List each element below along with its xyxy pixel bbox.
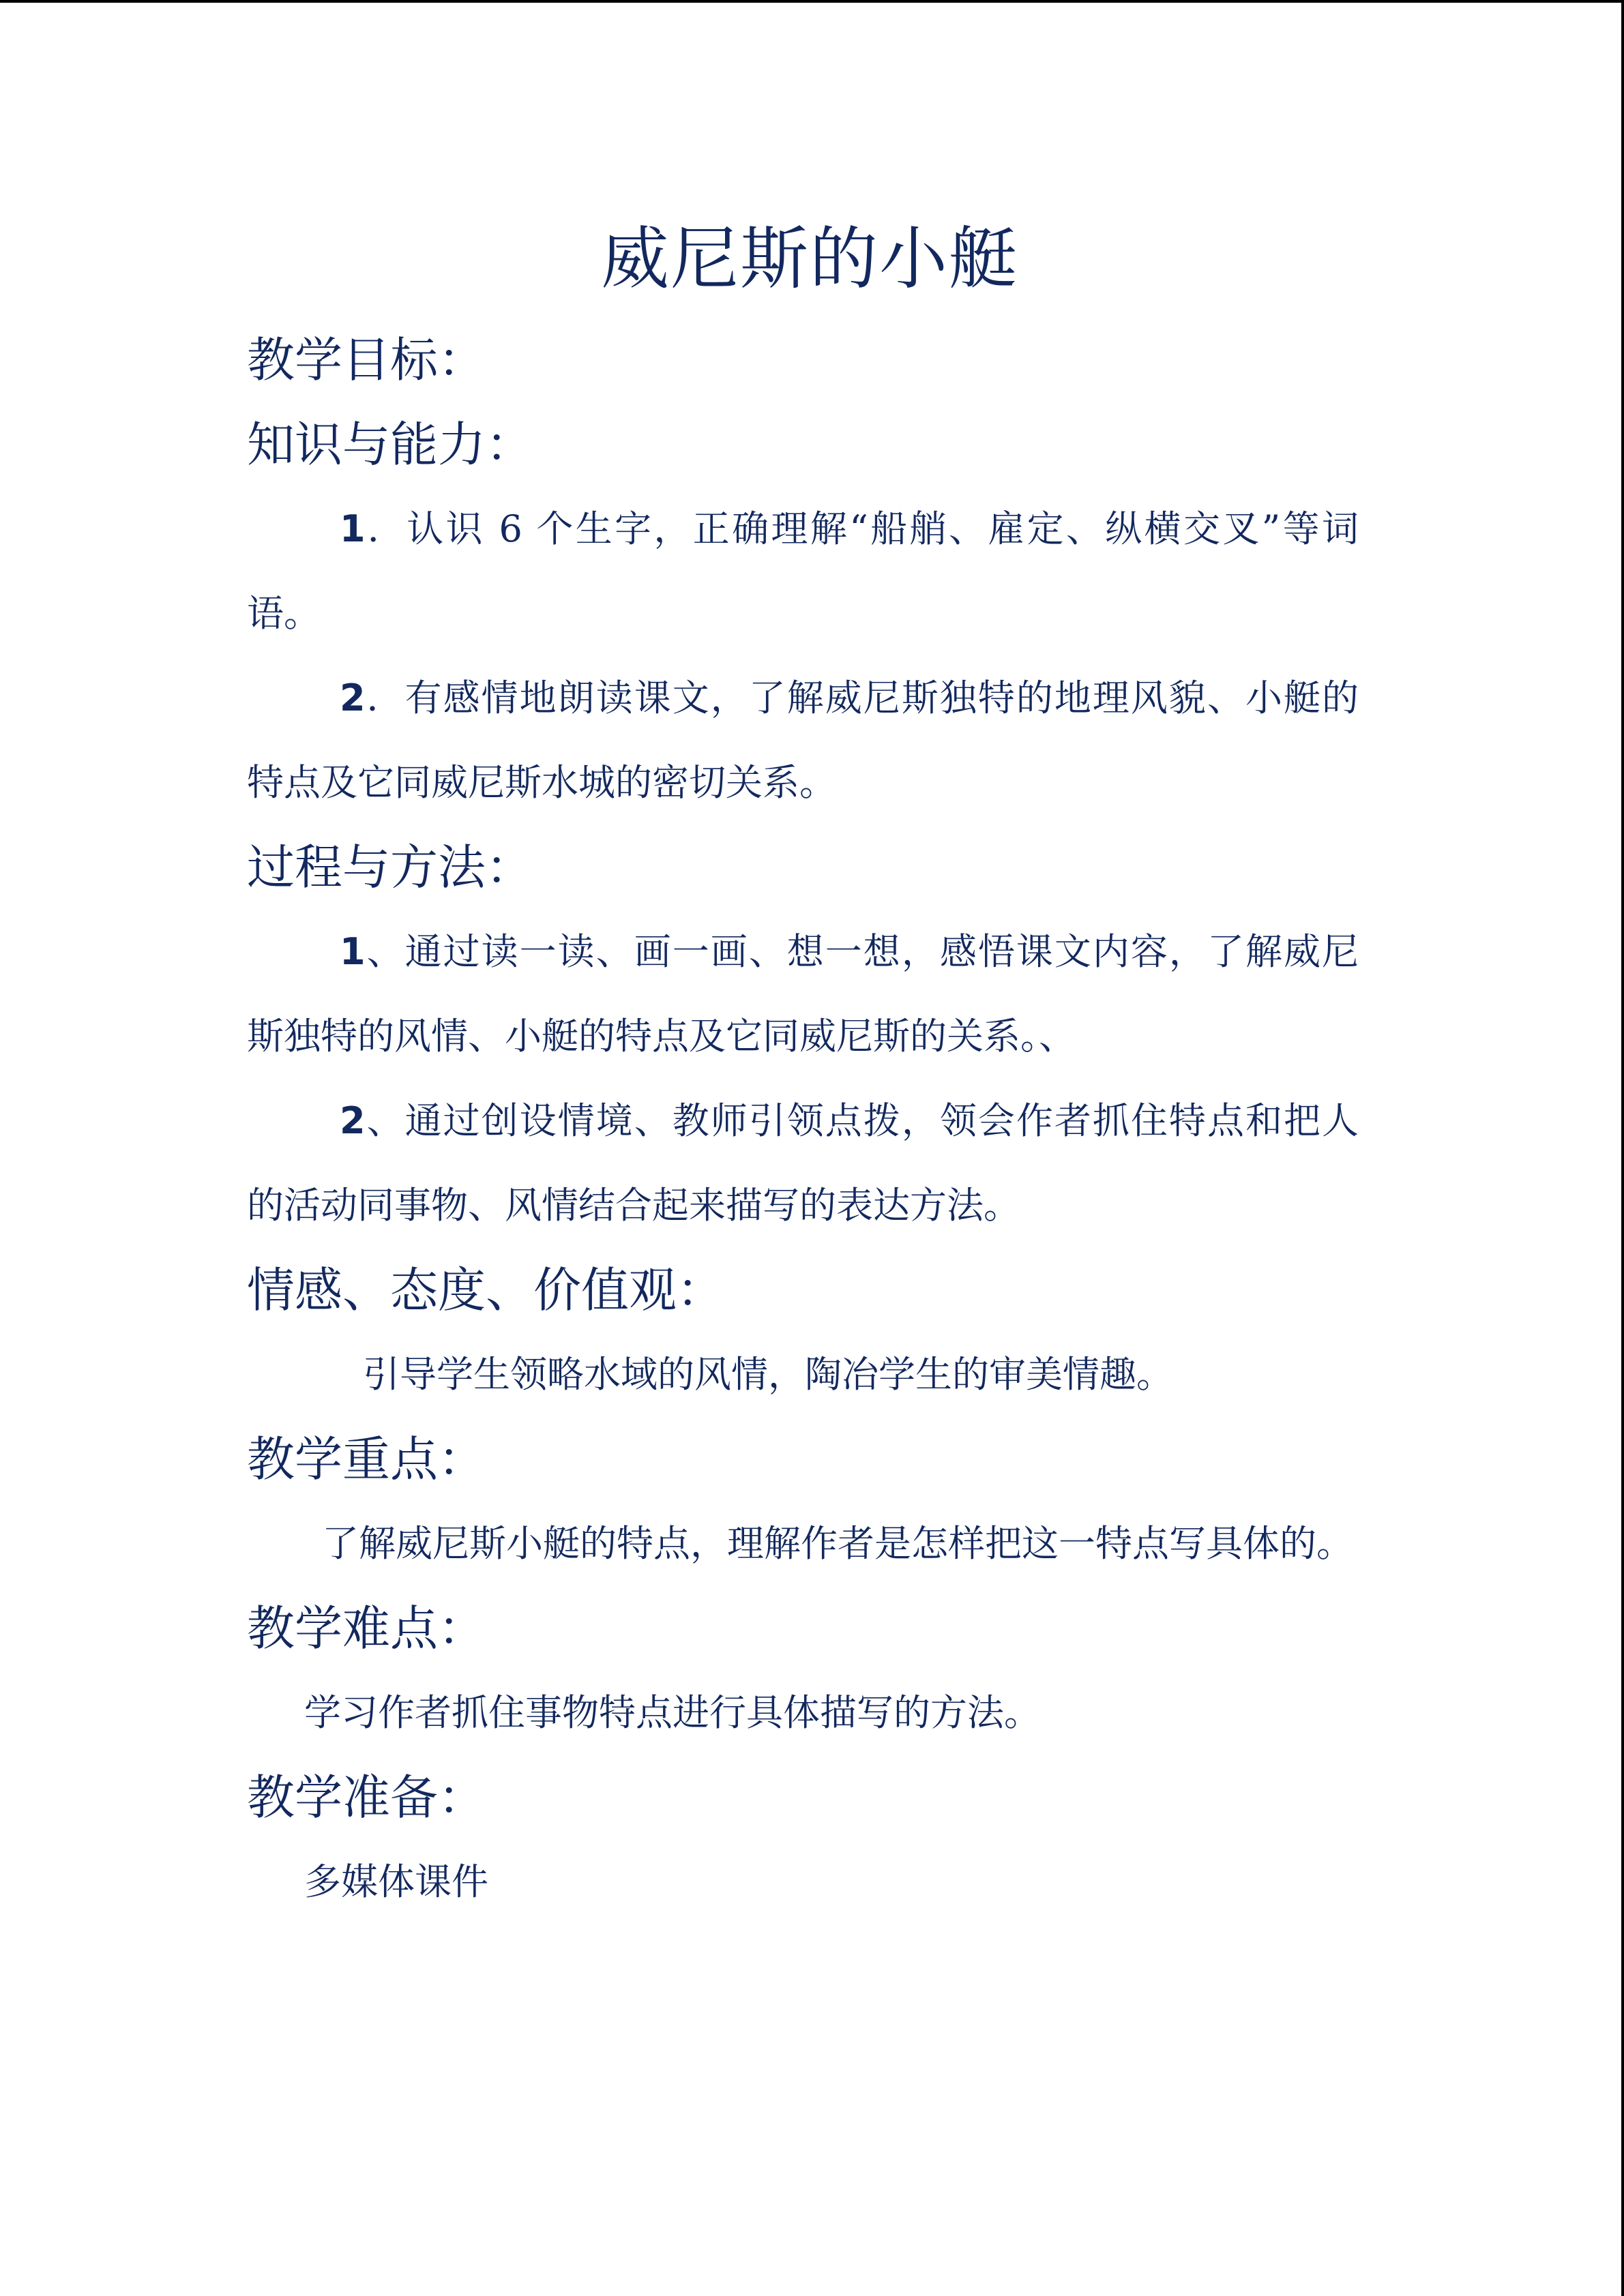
process-heading: 过程与方法：	[247, 839, 533, 895]
knowledge-item-1-text: ．认识 6 个生字，正确理解“船艄、雇定、纵横交叉”等词语。	[247, 507, 1359, 635]
knowledge-item-1-number: 1	[340, 507, 366, 550]
process-item-2	[247, 1079, 1359, 1248]
preparation-heading: 教学准备：	[247, 1770, 486, 1825]
process-item-1-text: 、通过读一读、画一画、想一想，感悟课文内容，了解威尼斯独特的风情、小艇的特点及它同威尼斯的关系。、	[247, 930, 1359, 1058]
knowledge-item-2-text: ．有感情地朗读课文，了解威尼斯独特的地理风貌、小艇的特点及它同威尼斯水城的密切关系。	[247, 676, 1359, 804]
key-points-text: 了解威尼斯小艇的特点，理解作者是怎样把这一特点写具体的。	[322, 1522, 1353, 1565]
page-border-top	[0, 0, 1624, 3]
process-item-1-number: 1	[340, 930, 366, 973]
knowledge-item-2	[247, 656, 1359, 825]
page-border-right	[1621, 0, 1624, 2296]
process-item-2-text: 、通过创设情境、教师引领点拨，领会作者抓住特点和把人的活动同事物、风情结合起来描写的表达方法。	[247, 1099, 1359, 1227]
knowledge-item-1	[247, 487, 1359, 656]
knowledge-item-2-number: 2	[340, 676, 366, 719]
process-item-2-number: 2	[340, 1099, 366, 1142]
objectives-heading: 教学目标：	[247, 332, 486, 388]
difficulty-text: 学习作者抓住事物特点进行具体描写的方法。	[304, 1691, 1041, 1734]
emotion-heading: 情感、态度、价值观：	[247, 1262, 724, 1318]
knowledge-heading: 知识与能力：	[247, 417, 533, 473]
document-body	[247, 205, 1359, 1924]
preparation-text: 多媒体课件	[304, 1860, 488, 1903]
document-title: 威尼斯的小艇	[601, 219, 1018, 299]
process-item-1	[247, 910, 1359, 1079]
key-points-heading: 教学重点：	[247, 1431, 486, 1487]
difficulty-heading: 教学难点：	[247, 1600, 486, 1656]
emotion-text: 引导学生领略水域的风情，陶冶学生的审美情趣。	[363, 1353, 1173, 1396]
